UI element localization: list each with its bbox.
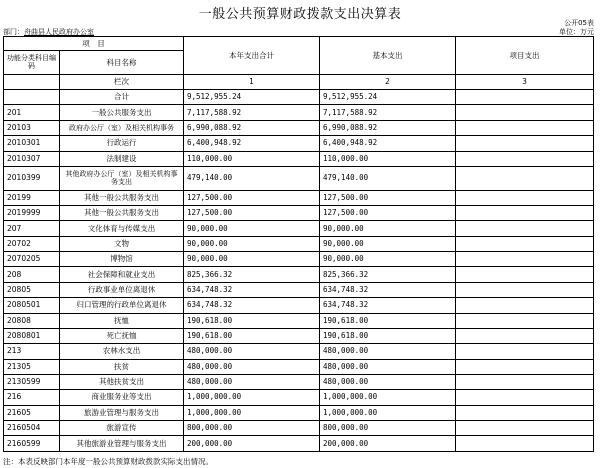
row-code: 21305	[4, 359, 60, 374]
row-total: 90,000.00	[184, 252, 320, 267]
row-total: 127,500.00	[184, 205, 320, 220]
header-basic: 基本支出	[320, 37, 456, 75]
row-basic: 200,000.00	[320, 436, 456, 452]
row-name: 其他一般公共服务支出	[60, 190, 184, 205]
row-project	[456, 421, 594, 436]
row-project	[456, 282, 594, 297]
row-name: 政府办公厅（室）及相关机构事务	[60, 120, 184, 135]
table-row	[4, 221, 594, 236]
table-row	[4, 236, 594, 251]
column-index-blank	[4, 74, 60, 89]
row-total: 6,400,948.92	[184, 136, 320, 151]
header-total: 本年支出合计	[184, 37, 320, 75]
row-total: 190,618.00	[184, 313, 320, 328]
total-row-blank	[4, 90, 60, 105]
row-name: 其他扶贫支出	[60, 374, 184, 389]
row-name: 其他旅游业管理与服务支出	[60, 436, 184, 452]
row-project	[456, 190, 594, 205]
row-code: 213	[4, 344, 60, 359]
table-row	[4, 328, 594, 343]
row-total: 127,500.00	[184, 190, 320, 205]
row-code: 2070205	[4, 252, 60, 267]
row-total: 480,000.00	[184, 359, 320, 374]
row-code: 2080801	[4, 328, 60, 343]
row-code: 216	[4, 390, 60, 405]
row-basic: 127,500.00	[320, 205, 456, 220]
row-name: 一般公共服务支出	[60, 105, 184, 120]
row-code: 207	[4, 221, 60, 236]
row-total: 110,000.00	[184, 151, 320, 166]
row-basic: 825,366.32	[320, 267, 456, 282]
row-code: 2080501	[4, 298, 60, 313]
column-index-2: 2	[320, 74, 456, 89]
row-total: 480,000.00	[184, 374, 320, 389]
row-total: 634,748.32	[184, 298, 320, 313]
row-name: 社会保障和就业支出	[60, 267, 184, 282]
row-project	[456, 405, 594, 420]
table-row	[4, 421, 594, 436]
table-row	[4, 436, 594, 452]
row-name: 抚恤	[60, 313, 184, 328]
unit-label: 单位：万元	[559, 28, 594, 36]
row-total: 90,000.00	[184, 221, 320, 236]
row-total: 200,000.00	[184, 436, 320, 452]
table-row	[4, 374, 594, 389]
table-row	[4, 359, 594, 374]
row-code: 208	[4, 267, 60, 282]
row-basic: 6,990,088.92	[320, 120, 456, 135]
total-project	[456, 90, 594, 105]
row-basic: 127,500.00	[320, 190, 456, 205]
table-row	[4, 151, 594, 166]
total-row	[4, 90, 594, 105]
row-code: 2010307	[4, 151, 60, 166]
row-code: 2160504	[4, 421, 60, 436]
form-number: 公开05表	[564, 19, 594, 27]
row-name: 行政运行	[60, 136, 184, 151]
row-name: 旅游业管理与服务支出	[60, 405, 184, 420]
row-project	[456, 267, 594, 282]
row-basic: 90,000.00	[320, 221, 456, 236]
row-name: 法制建设	[60, 151, 184, 166]
row-code: 21605	[4, 405, 60, 420]
row-name: 文化体育与传媒支出	[60, 221, 184, 236]
table-row	[4, 313, 594, 328]
row-basic: 7,117,588.92	[320, 105, 456, 120]
row-project	[456, 344, 594, 359]
row-total: 825,366.32	[184, 267, 320, 282]
footnote: 注：本表反映部门本年度一般公共预算财政拨款实际支出情况。	[3, 457, 213, 466]
row-name: 其他一般公共服务支出	[60, 205, 184, 220]
row-basic: 480,000.00	[320, 359, 456, 374]
total-basic: 9,512,955.24	[320, 90, 456, 105]
row-name: 死亡抚恤	[60, 328, 184, 343]
row-name: 商业服务业等支出	[60, 390, 184, 405]
page-title: 一般公共预算财政拨款支出决算表	[198, 7, 402, 22]
row-code: 2160599	[4, 436, 60, 452]
row-project	[456, 313, 594, 328]
row-project	[456, 359, 594, 374]
row-project	[456, 252, 594, 267]
expenditure-table	[3, 36, 594, 452]
row-basic: 6,400,948.92	[320, 136, 456, 151]
row-code: 20808	[4, 313, 60, 328]
table-row	[4, 166, 594, 190]
row-project	[456, 136, 594, 151]
row-code: 2130599	[4, 374, 60, 389]
row-code: 2019999	[4, 205, 60, 220]
row-project	[456, 328, 594, 343]
row-code: 2010399	[4, 166, 60, 190]
row-project	[456, 105, 594, 120]
row-basic: 479,140.00	[320, 166, 456, 190]
row-basic: 480,000.00	[320, 374, 456, 389]
table-row	[4, 205, 594, 220]
total-label: 合计	[60, 90, 184, 105]
row-name: 博物馆	[60, 252, 184, 267]
row-total: 1,000,000.00	[184, 390, 320, 405]
row-total: 800,000.00	[184, 421, 320, 436]
table-row	[4, 405, 594, 420]
column-index-3: 3	[456, 74, 594, 89]
row-code: 20702	[4, 236, 60, 251]
row-name: 旅游宣传	[60, 421, 184, 436]
row-basic: 190,618.00	[320, 313, 456, 328]
row-total: 479,140.00	[184, 166, 320, 190]
row-project	[456, 436, 594, 452]
row-project	[456, 236, 594, 251]
column-index-row	[4, 74, 594, 89]
row-project	[456, 166, 594, 190]
row-project	[456, 205, 594, 220]
row-project	[456, 390, 594, 405]
table-row	[4, 190, 594, 205]
row-project	[456, 298, 594, 313]
header-item: 项 目	[4, 37, 184, 51]
row-basic: 1,000,000.00	[320, 405, 456, 420]
row-basic: 800,000.00	[320, 421, 456, 436]
header-name: 科目名称	[60, 50, 184, 74]
column-index-label: 栏次	[60, 74, 184, 89]
row-basic: 90,000.00	[320, 252, 456, 267]
table-row	[4, 298, 594, 313]
header-project: 项目支出	[456, 37, 594, 75]
table-row	[4, 344, 594, 359]
row-name: 归口管理的行政单位离退休	[60, 298, 184, 313]
row-code: 2010301	[4, 136, 60, 151]
table-row	[4, 120, 594, 135]
row-total: 90,000.00	[184, 236, 320, 251]
row-project	[456, 151, 594, 166]
row-name: 其他政府办公厅（室）及相关机构事务支出	[60, 166, 184, 190]
row-name: 农林水支出	[60, 344, 184, 359]
row-total: 7,117,588.92	[184, 105, 320, 120]
table-row	[4, 282, 594, 297]
department-value: 舟曲县人民政府办公室	[24, 28, 94, 36]
row-basic: 634,748.32	[320, 298, 456, 313]
row-total: 480,000.00	[184, 344, 320, 359]
table-row	[4, 105, 594, 120]
table-row	[4, 390, 594, 405]
row-basic: 480,000.00	[320, 344, 456, 359]
row-code: 20199	[4, 190, 60, 205]
row-total: 1,000,000.00	[184, 405, 320, 420]
row-basic: 634,748.32	[320, 282, 456, 297]
header-row-1	[4, 37, 594, 51]
row-basic: 190,618.00	[320, 328, 456, 343]
row-total: 6,990,088.92	[184, 120, 320, 135]
header-code: 功能分类科目编码	[4, 50, 60, 74]
table-row	[4, 267, 594, 282]
row-code: 201	[4, 105, 60, 120]
row-total: 190,618.00	[184, 328, 320, 343]
row-name: 扶贫	[60, 359, 184, 374]
table-row	[4, 136, 594, 151]
row-basic: 1,000,000.00	[320, 390, 456, 405]
department-label: 部门：	[3, 28, 24, 36]
row-total: 634,748.32	[184, 282, 320, 297]
table-row	[4, 252, 594, 267]
row-code: 20103	[4, 120, 60, 135]
column-index-1: 1	[184, 74, 320, 89]
row-name: 文物	[60, 236, 184, 251]
row-basic: 110,000.00	[320, 151, 456, 166]
row-project	[456, 120, 594, 135]
total-amount: 9,512,955.24	[184, 90, 320, 105]
row-code: 20805	[4, 282, 60, 297]
row-project	[456, 374, 594, 389]
row-project	[456, 221, 594, 236]
row-name: 行政事业单位离退休	[60, 282, 184, 297]
row-basic: 90,000.00	[320, 236, 456, 251]
